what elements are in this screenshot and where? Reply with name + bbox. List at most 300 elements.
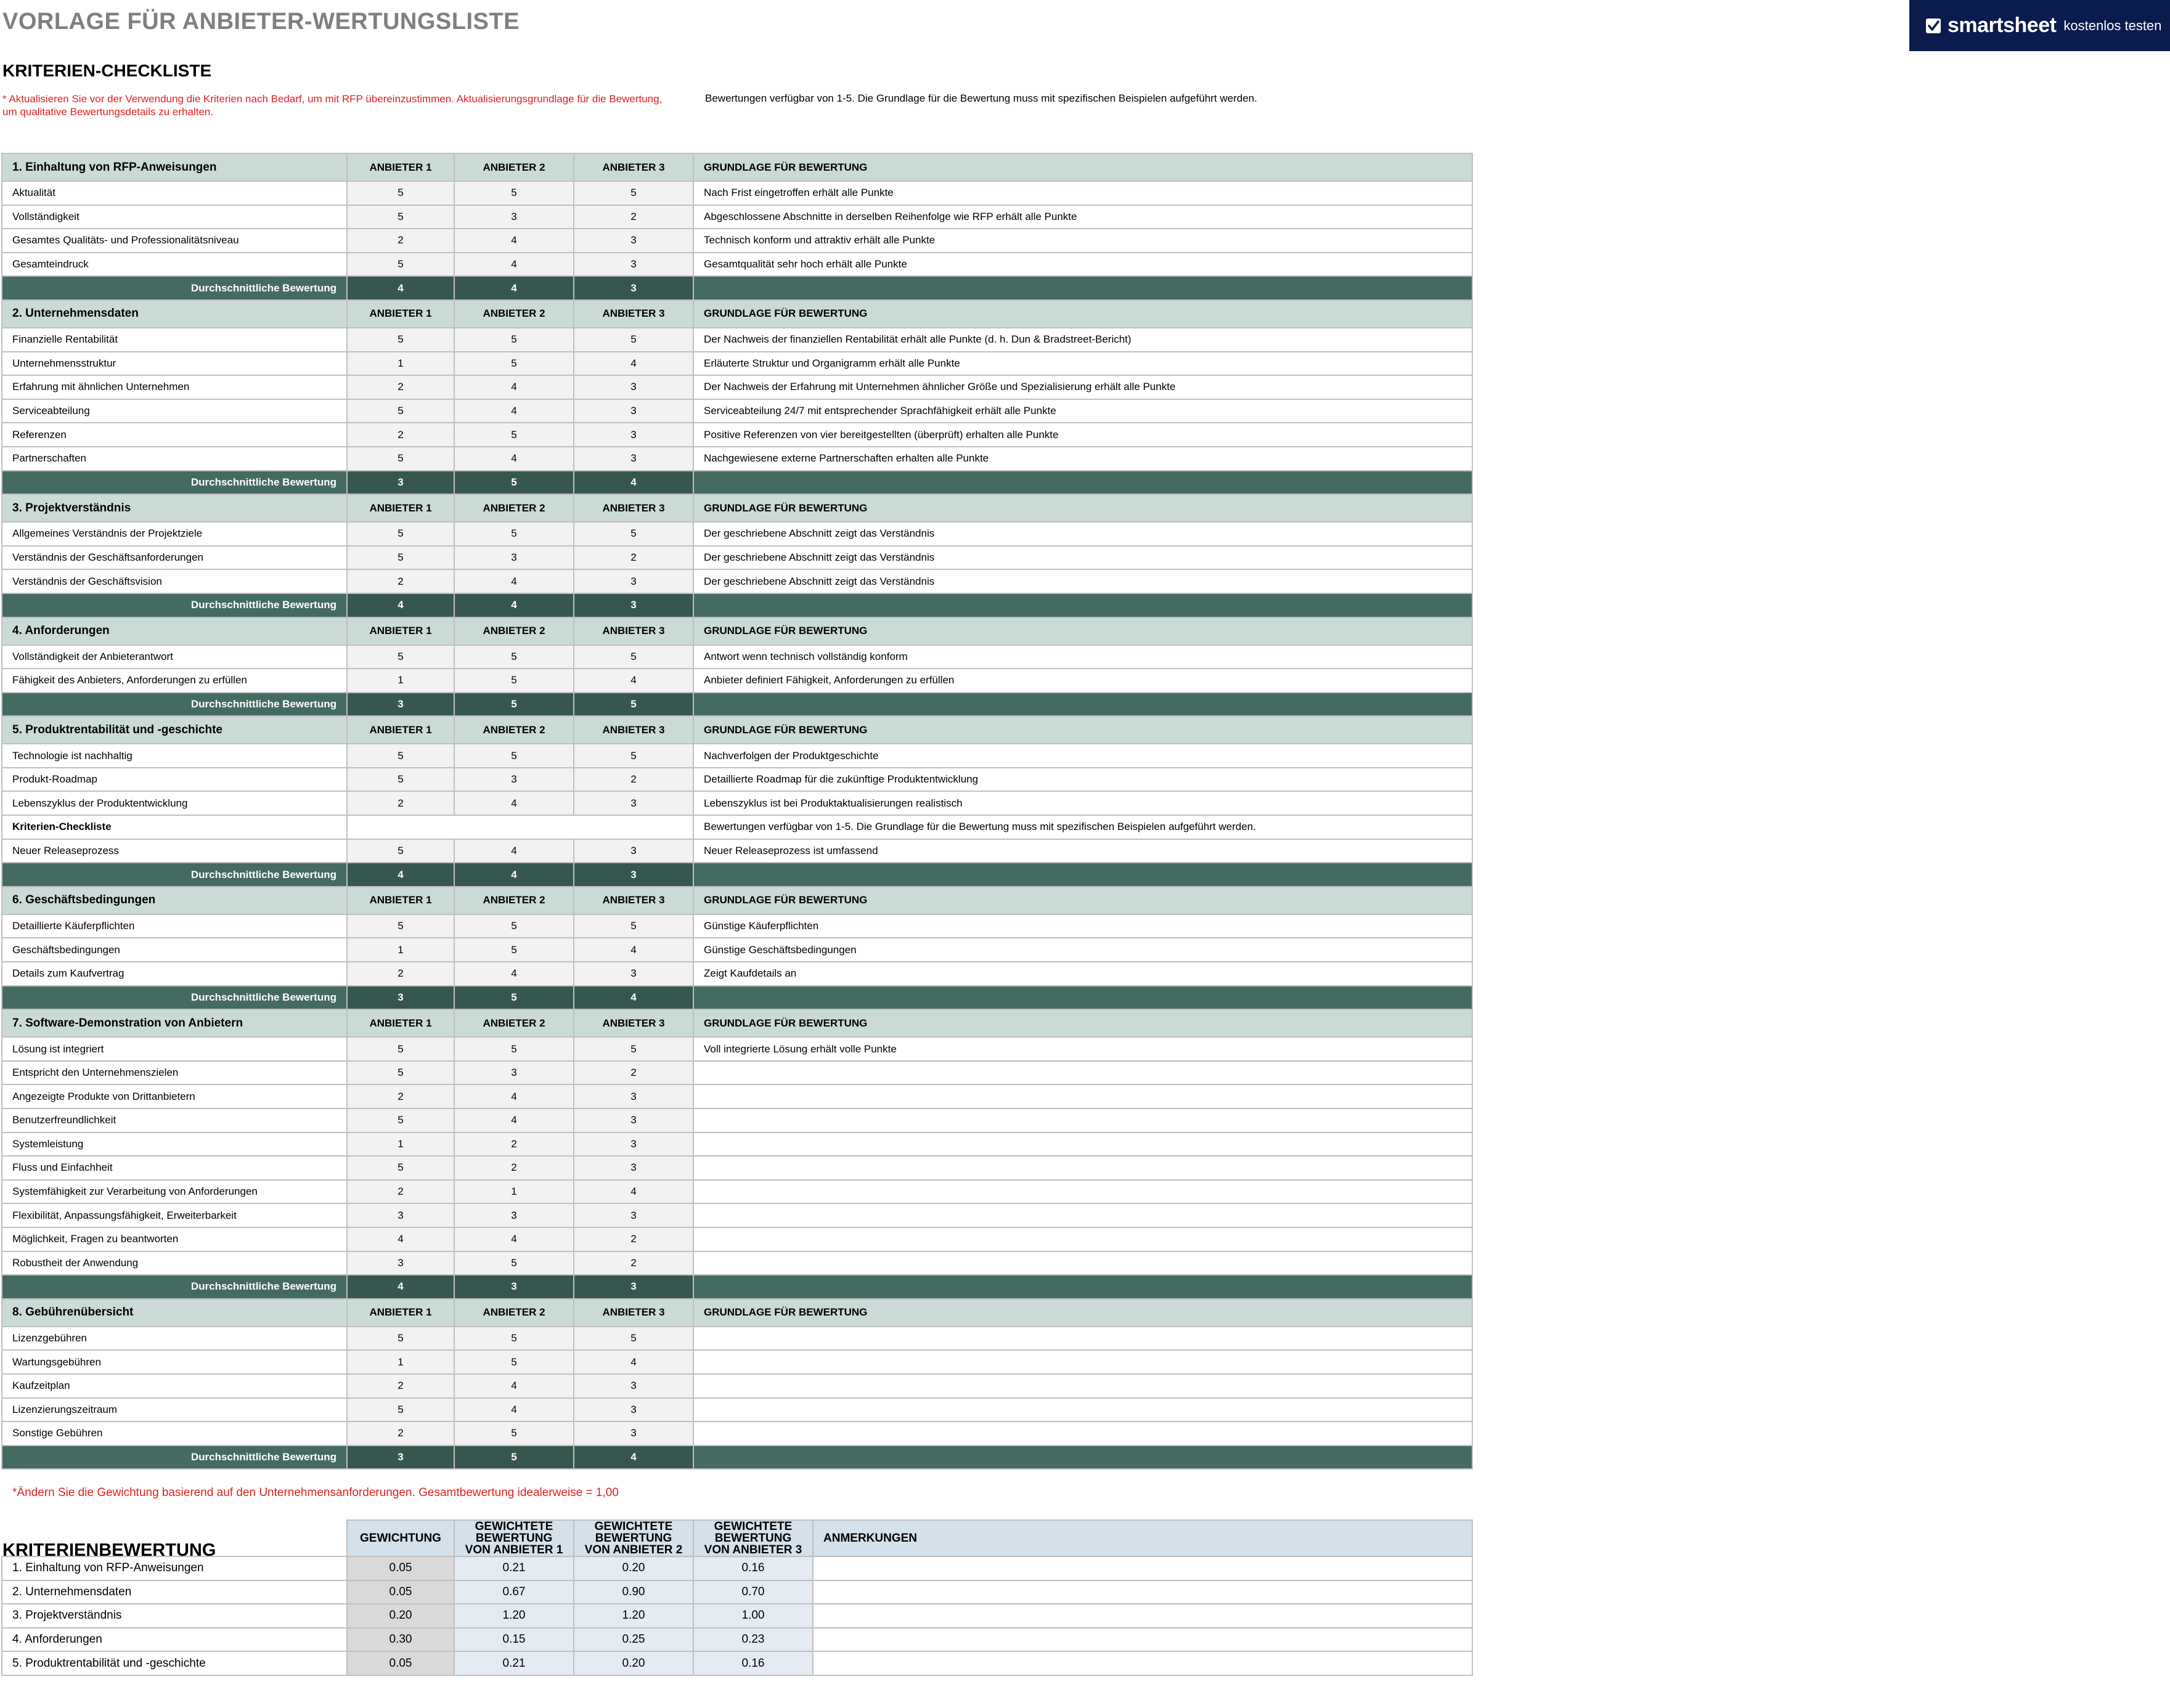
basis-cell[interactable] bbox=[693, 1421, 1472, 1446]
weight-header: GEWICHTUNG bbox=[347, 1520, 454, 1556]
basis-cell[interactable] bbox=[693, 1180, 1472, 1204]
average-rating-row bbox=[2, 863, 1472, 887]
vendor-1-score-cell[interactable]: 2 bbox=[347, 229, 454, 253]
criteria-label-cell[interactable]: Sonstige Gebühren bbox=[2, 1421, 347, 1446]
criteria-label-cell[interactable]: Lösung ist integriert bbox=[2, 1037, 347, 1061]
criteria-label-cell[interactable]: Serviceabteilung bbox=[2, 399, 347, 423]
vendor-3-score-cell[interactable]: 3 bbox=[574, 1203, 693, 1227]
criteria-row bbox=[2, 815, 1472, 839]
vendor-3-header: ANBIETER 3 bbox=[574, 300, 693, 328]
vendor-1-score-cell[interactable]: 5 bbox=[347, 205, 454, 229]
vendor-3-score-cell[interactable]: 2 bbox=[574, 1061, 693, 1085]
criteria-label-cell[interactable]: Angezeigte Produkte von Drittanbietern bbox=[2, 1084, 347, 1108]
rating-header-row bbox=[2, 1520, 1472, 1556]
weight-cell[interactable]: 0.20 bbox=[347, 1604, 454, 1628]
vendor-3-average: 3 bbox=[574, 276, 693, 300]
criteria-row bbox=[2, 352, 1472, 376]
checklist-title: KRITERIEN-CHECKLISTE bbox=[2, 61, 212, 80]
vendor-3-score-cell[interactable]: 3 bbox=[574, 375, 693, 399]
vendor-1-score-cell[interactable]: 5 bbox=[347, 1156, 454, 1180]
vendor-2-score-cell[interactable]: 2 bbox=[454, 1133, 574, 1157]
vendor-2-score-cell[interactable]: 4 bbox=[454, 399, 574, 423]
vendor-1-score-cell[interactable]: 5 bbox=[347, 1398, 454, 1422]
vendor-1-score-cell[interactable]: 5 bbox=[347, 744, 454, 768]
basis-cell[interactable] bbox=[693, 1203, 1472, 1227]
vendor-3-header: ANBIETER 3 bbox=[574, 1299, 693, 1327]
criteria-row bbox=[2, 1374, 1472, 1398]
basis-cell[interactable] bbox=[693, 1350, 1472, 1374]
vendor-3-score-cell[interactable]: 3 bbox=[574, 423, 693, 447]
vendor-2-score-cell[interactable]: 4 bbox=[454, 375, 574, 399]
vendor-3-average: 4 bbox=[574, 471, 693, 495]
vendor-1-score-cell[interactable]: 5 bbox=[347, 1108, 454, 1133]
vendor-2-score-cell[interactable]: 3 bbox=[454, 768, 574, 792]
vendor-1-score-cell[interactable]: 1 bbox=[347, 1133, 454, 1157]
vendor-3-score-cell[interactable]: 3 bbox=[574, 839, 693, 863]
basis-cell[interactable]: Erläuterte Struktur und Organigramm erhält alle Punkte bbox=[693, 352, 1472, 376]
vendor-2-score-cell[interactable]: 4 bbox=[454, 1374, 574, 1398]
criteria-row bbox=[2, 1398, 1472, 1422]
vendor-1-score-cell[interactable]: 5 bbox=[347, 1037, 454, 1061]
criteria-label-cell[interactable]: Systemleistung bbox=[2, 1133, 347, 1157]
criteria-label-cell[interactable]: Allgemeines Verständnis der Projektziele bbox=[2, 522, 347, 546]
vendor-3-score-cell[interactable]: 4 bbox=[574, 1180, 693, 1204]
vendor-2-score-cell[interactable]: 3 bbox=[454, 205, 574, 229]
vendor-3-score-cell[interactable]: 3 bbox=[574, 1084, 693, 1108]
criteria-label-cell[interactable]: Benutzerfreundlichkeit bbox=[2, 1108, 347, 1133]
basis-cell[interactable] bbox=[693, 1061, 1472, 1085]
rating-title: KRITERIENBEWERTUNG bbox=[2, 1540, 216, 1560]
vendor-1-score-cell[interactable]: 5 bbox=[347, 645, 454, 669]
vendor-3-average: 3 bbox=[574, 1275, 693, 1299]
vendor-1-score-cell[interactable]: 1 bbox=[347, 669, 454, 693]
criteria-label-cell[interactable]: Verständnis der Geschäftsvision bbox=[2, 569, 347, 593]
basis-cell[interactable] bbox=[693, 1156, 1472, 1180]
weighted-v1-cell[interactable]: 1.20 bbox=[454, 1604, 574, 1628]
basis-cell[interactable]: Nachgewiesene externe Partnerschaften erhalten alle Punkte bbox=[693, 447, 1472, 471]
vendor-1-score-cell[interactable]: 5 bbox=[347, 839, 454, 863]
vendor-2-average: 4 bbox=[454, 863, 574, 887]
vendor-1-score-cell[interactable]: 5 bbox=[347, 768, 454, 792]
average-basis-spacer bbox=[693, 1275, 1472, 1299]
basis-cell[interactable]: Lebenszyklus ist bei Produktaktualisierungen realistisch bbox=[693, 791, 1472, 815]
vendor-3-score-cell[interactable]: 3 bbox=[574, 962, 693, 986]
vendor-2-score-cell[interactable]: 5 bbox=[454, 669, 574, 693]
criteria-checklist-table bbox=[1, 153, 1473, 1470]
vendor-2-score-cell[interactable]: 5 bbox=[454, 423, 574, 447]
vendor-2-score-cell[interactable]: 5 bbox=[454, 914, 574, 938]
basis-header: GRUNDLAGE FÜR BEWERTUNG bbox=[693, 300, 1472, 328]
vendor-3-score-cell[interactable]: 4 bbox=[574, 1350, 693, 1374]
vendor-2-score-cell[interactable]: 5 bbox=[454, 1251, 574, 1275]
rating-criteria-label: 2. Unternehmensdaten bbox=[2, 1580, 347, 1604]
vendor-1-score-cell[interactable]: 2 bbox=[347, 569, 454, 593]
vendor-3-average: 4 bbox=[574, 986, 693, 1010]
section-title: 5. Produktrentabilität und -geschichte bbox=[2, 716, 347, 744]
vendor-1-header: ANBIETER 1 bbox=[347, 494, 454, 522]
criteria-row bbox=[2, 1203, 1472, 1227]
vendor-1-score-cell[interactable]: 1 bbox=[347, 1350, 454, 1374]
vendor-1-score-cell[interactable]: 5 bbox=[347, 522, 454, 546]
basis-cell[interactable] bbox=[693, 1108, 1472, 1133]
weight-cell[interactable]: 0.05 bbox=[347, 1556, 454, 1580]
rating-note: Bewertungen verfügbar von 1-5. Die Grundlage für die Bewertung muss mit spezifischen Beispielen aufgeführt werden. bbox=[705, 92, 1257, 104]
criteria-row bbox=[2, 1133, 1472, 1157]
criteria-label-cell[interactable]: Verständnis der Geschäftsanforderungen bbox=[2, 546, 347, 570]
vendor-2-score-cell[interactable]: 5 bbox=[454, 744, 574, 768]
average-rating-label: Durchschnittliche Bewertung bbox=[2, 986, 347, 1010]
rating-row bbox=[2, 1580, 1472, 1604]
vendor-2-score-cell[interactable]: 4 bbox=[454, 229, 574, 253]
weighted-v3-cell[interactable]: 1.00 bbox=[693, 1604, 813, 1628]
basis-cell[interactable] bbox=[693, 1398, 1472, 1422]
average-rating-row bbox=[2, 276, 1472, 300]
criteria-label-cell[interactable]: Vollständigkeit der Anbieterantwort bbox=[2, 645, 347, 669]
vendor-3-score-cell[interactable]: 3 bbox=[574, 229, 693, 253]
vendor-3-score-cell[interactable]: 3 bbox=[574, 1133, 693, 1157]
vendor-1-score-cell[interactable]: 5 bbox=[347, 181, 454, 205]
weight-cell[interactable]: 0.30 bbox=[347, 1628, 454, 1652]
vendor-2-score-cell[interactable]: 3 bbox=[454, 1061, 574, 1085]
vendor-1-score-cell[interactable]: 5 bbox=[347, 399, 454, 423]
criteria-row bbox=[2, 744, 1472, 768]
weighted-v1-cell[interactable]: 0.67 bbox=[454, 1580, 574, 1604]
section-header-row bbox=[2, 1009, 1472, 1037]
criteria-label-cell[interactable]: Lebenszyklus der Produktentwicklung bbox=[2, 791, 347, 815]
criteria-row bbox=[2, 839, 1472, 863]
vendor-2-score-cell[interactable]: 5 bbox=[454, 938, 574, 962]
average-basis-spacer bbox=[693, 593, 1472, 617]
vendor-3-score-cell[interactable]: 3 bbox=[574, 1108, 693, 1133]
section-header-row bbox=[2, 716, 1472, 744]
vendor-2-score-cell[interactable]: 4 bbox=[454, 962, 574, 986]
criteria-label-cell[interactable]: Detaillierte Käuferpflichten bbox=[2, 914, 347, 938]
basis-cell[interactable]: Günstige Geschäftsbedingungen bbox=[693, 938, 1472, 962]
vendor-1-score-cell[interactable]: 3 bbox=[347, 1251, 454, 1275]
section-header-row bbox=[2, 617, 1472, 645]
vendor-3-score-cell[interactable]: 3 bbox=[574, 791, 693, 815]
vendor-3-score-cell[interactable]: 2 bbox=[574, 1227, 693, 1251]
criteria-row bbox=[2, 1156, 1472, 1180]
vendor-2-score-cell[interactable]: 5 bbox=[454, 352, 574, 376]
page-title: VORLAGE FÜR ANBIETER-WERTUNGSLISTE bbox=[2, 9, 520, 35]
weighted-v1-cell[interactable]: 0.15 bbox=[454, 1628, 574, 1652]
vendor-2-score-cell[interactable]: 1 bbox=[454, 1180, 574, 1204]
vendor-1-score-cell[interactable]: 2 bbox=[347, 962, 454, 986]
vendor-2-header: ANBIETER 2 bbox=[454, 716, 574, 744]
notes-cell[interactable] bbox=[813, 1580, 1472, 1604]
rating-row bbox=[2, 1556, 1472, 1580]
weighted-v2-cell[interactable]: 0.90 bbox=[574, 1580, 693, 1604]
criteria-label-cell[interactable]: Produkt-Roadmap bbox=[2, 768, 347, 792]
weighted-v2-cell[interactable]: 0.20 bbox=[574, 1556, 693, 1580]
criteria-label-cell[interactable]: Finanzielle Rentabilität bbox=[2, 328, 347, 352]
vendor-3-score-cell[interactable]: 5 bbox=[574, 914, 693, 938]
vendor-2-score-cell[interactable]: 5 bbox=[454, 1037, 574, 1061]
vendor-2-score-cell[interactable]: 4 bbox=[454, 447, 574, 471]
rating-criteria-label: 5. Produktrentabilität und -geschichte bbox=[2, 1651, 347, 1675]
criteria-row bbox=[2, 938, 1472, 962]
vendor-2-score-cell[interactable]: 4 bbox=[454, 1084, 574, 1108]
criteria-row bbox=[2, 768, 1472, 792]
criteria-label-cell[interactable]: Wartungsgebühren bbox=[2, 1350, 347, 1374]
basis-cell[interactable]: Serviceabteilung 24/7 mit entsprechender Sprachfähigkeit erhält alle Punkte bbox=[693, 399, 1472, 423]
vendor-3-score-cell[interactable]: 4 bbox=[574, 669, 693, 693]
vendor-3-score-cell[interactable]: 3 bbox=[574, 1374, 693, 1398]
vendor-2-score-cell[interactable]: 4 bbox=[454, 1108, 574, 1133]
basis-cell[interactable]: Der Nachweis der Erfahrung mit Unternehmen ähnlicher Größe und Spezialisierung erhält alle Punkte bbox=[693, 375, 1472, 399]
vendor-2-score-cell[interactable]: 5 bbox=[454, 1421, 574, 1446]
basis-cell[interactable]: Detaillierte Roadmap für die zukünftige Produktentwicklung bbox=[693, 768, 1472, 792]
criteria-label-cell[interactable]: Flexibilität, Anpassungsfähigkeit, Erweiterbarkeit bbox=[2, 1203, 347, 1227]
basis-cell[interactable]: Technisch konform und attraktiv erhält alle Punkte bbox=[693, 229, 1472, 253]
vendor-2-average: 4 bbox=[454, 276, 574, 300]
vendor-1-header: ANBIETER 1 bbox=[347, 887, 454, 914]
weighted-v3-cell[interactable]: 0.70 bbox=[693, 1580, 813, 1604]
vendor-1-score-cell[interactable]: 4 bbox=[347, 1227, 454, 1251]
basis-cell[interactable]: Neuer Releaseprozess ist umfassend bbox=[693, 839, 1472, 863]
criteria-row bbox=[2, 423, 1472, 447]
vendor-3-score-cell[interactable]: 3 bbox=[574, 253, 693, 277]
vendor-1-score-cell[interactable]: 2 bbox=[347, 1374, 454, 1398]
vendor-1-header: ANBIETER 1 bbox=[347, 153, 454, 181]
vendor-2-score-cell[interactable]: 4 bbox=[454, 253, 574, 277]
vendor-3-score-cell[interactable]: 5 bbox=[574, 744, 693, 768]
weighted-v1-cell[interactable]: 0.21 bbox=[454, 1556, 574, 1580]
criteria-label-cell[interactable]: Referenzen bbox=[2, 423, 347, 447]
vendor-2-score-cell[interactable]: 4 bbox=[454, 839, 574, 863]
criteria-label-cell[interactable]: Partnerschaften bbox=[2, 447, 347, 471]
vendor-3-header: ANBIETER 3 bbox=[574, 887, 693, 914]
basis-cell[interactable]: Zeigt Kaufdetails an bbox=[693, 962, 1472, 986]
basis-cell[interactable]: Positive Referenzen von vier bereitgestellten (überprüft) erhalten alle Punkte bbox=[693, 423, 1472, 447]
vendor-3-score-cell[interactable]: 3 bbox=[574, 1421, 693, 1446]
criteria-label-cell[interactable]: Gesamteindruck bbox=[2, 253, 347, 277]
notes-cell[interactable] bbox=[813, 1556, 1472, 1580]
average-basis-spacer bbox=[693, 693, 1472, 717]
logo-cta: kostenlos testen bbox=[2063, 17, 2162, 33]
criteria-label-cell[interactable]: Entspricht den Unternehmenszielen bbox=[2, 1061, 347, 1085]
weighted-v2-cell[interactable]: 1.20 bbox=[574, 1604, 693, 1628]
smartsheet-logo-button[interactable] bbox=[1909, 0, 2170, 51]
basis-cell[interactable]: Nachverfolgen der Produktgeschichte bbox=[693, 744, 1472, 768]
vendor-3-score-cell[interactable]: 5 bbox=[574, 181, 693, 205]
basis-cell[interactable]: Der geschriebene Abschnitt zeigt das Verständnis bbox=[693, 546, 1472, 570]
notes-cell[interactable] bbox=[813, 1651, 1472, 1675]
rating-row bbox=[2, 1651, 1472, 1675]
vendor-3-score-cell[interactable]: 5 bbox=[574, 522, 693, 546]
vendor-3-score-cell[interactable]: 3 bbox=[574, 399, 693, 423]
vendor-1-average: 4 bbox=[347, 593, 454, 617]
basis-cell[interactable] bbox=[693, 1133, 1472, 1157]
vendor-2-score-cell[interactable]: 2 bbox=[454, 1156, 574, 1180]
vendor-2-score-cell[interactable]: 5 bbox=[454, 522, 574, 546]
criteria-label-cell[interactable]: Lizenzgebühren bbox=[2, 1327, 347, 1351]
vendor-3-score-cell[interactable]: 2 bbox=[574, 1251, 693, 1275]
vendor-2-score-cell[interactable]: 3 bbox=[454, 546, 574, 570]
criteria-label-cell[interactable]: Fluss und Einfachheit bbox=[2, 1156, 347, 1180]
criteria-label-cell[interactable]: Vollständigkeit bbox=[2, 205, 347, 229]
notes-header: ANMERKUNGEN bbox=[813, 1520, 1472, 1556]
notes-cell[interactable] bbox=[813, 1628, 1472, 1652]
vendor-3-score-cell[interactable]: 3 bbox=[574, 447, 693, 471]
vendor-1-score-cell[interactable]: 5 bbox=[347, 328, 454, 352]
vendor-1-score-cell[interactable]: 1 bbox=[347, 938, 454, 962]
vendor-3-header: ANBIETER 3 bbox=[574, 716, 693, 744]
vendor-1-score-cell[interactable]: 5 bbox=[347, 253, 454, 277]
criteria-row bbox=[2, 253, 1472, 277]
section-title: 7. Software-Demonstration von Anbietern bbox=[2, 1009, 347, 1037]
criteria-label-cell[interactable]: Lizenzierungszeitraum bbox=[2, 1398, 347, 1422]
criteria-label-cell[interactable]: Erfahrung mit ähnlichen Unternehmen bbox=[2, 375, 347, 399]
basis-header: GRUNDLAGE FÜR BEWERTUNG bbox=[693, 887, 1472, 914]
criteria-row bbox=[2, 1327, 1472, 1351]
vendor-2-average: 5 bbox=[454, 471, 574, 495]
vendor-3-score-cell[interactable]: 5 bbox=[574, 1037, 693, 1061]
vendor-2-header: ANBIETER 2 bbox=[454, 1299, 574, 1327]
vendor-1-score-cell[interactable]: 5 bbox=[347, 1061, 454, 1085]
criteria-row bbox=[2, 522, 1472, 546]
criteria-label-cell[interactable]: Systemfähigkeit zur Verarbeitung von Anforderungen bbox=[2, 1180, 347, 1204]
vendor-3-header: ANBIETER 3 bbox=[574, 494, 693, 522]
average-rating-label: Durchschnittliche Bewertung bbox=[2, 1446, 347, 1470]
basis-cell[interactable]: Abgeschlossene Abschnitte in derselben Reihenfolge wie RFP erhält alle Punkte bbox=[693, 205, 1472, 229]
basis-header: GRUNDLAGE FÜR BEWERTUNG bbox=[693, 1299, 1472, 1327]
weighted-v3-cell[interactable]: 0.16 bbox=[693, 1556, 813, 1580]
basis-cell[interactable]: Anbieter definiert Fähigkeit, Anforderungen zu erfüllen bbox=[693, 669, 1472, 693]
criteria-label-cell[interactable]: Technologie ist nachhaltig bbox=[2, 744, 347, 768]
vendor-1-score-cell[interactable]: 3 bbox=[347, 1203, 454, 1227]
average-rating-row bbox=[2, 986, 1472, 1010]
vendor-3-average: 3 bbox=[574, 863, 693, 887]
criteria-row bbox=[2, 375, 1472, 399]
criteria-label-cell[interactable]: Kriterien-Checkliste bbox=[2, 815, 347, 839]
vendor-1-score-cell[interactable]: 5 bbox=[347, 914, 454, 938]
vendor-2-average: 4 bbox=[454, 593, 574, 617]
criteria-label-cell[interactable]: Kaufzeitplan bbox=[2, 1374, 347, 1398]
vendor-3-score-cell[interactable]: 5 bbox=[574, 1327, 693, 1351]
vendor-2-score-cell[interactable]: 3 bbox=[454, 1203, 574, 1227]
section-header-row bbox=[2, 1299, 1472, 1327]
vendor-3-score-cell[interactable]: 3 bbox=[574, 1156, 693, 1180]
vendor-2-average: 3 bbox=[454, 1275, 574, 1299]
average-basis-spacer bbox=[693, 863, 1472, 887]
criteria-label-cell[interactable]: Geschäftsbedingungen bbox=[2, 938, 347, 962]
vendor-1-score-cell[interactable]: 2 bbox=[347, 1180, 454, 1204]
criteria-row bbox=[2, 1227, 1472, 1251]
basis-cell[interactable]: Nach Frist eingetroffen erhält alle Punkte bbox=[693, 181, 1472, 205]
basis-cell[interactable]: Bewertungen verfügbar von 1-5. Die Grundlage für die Bewertung muss mit spezifischen Beispielen aufgeführt werden. bbox=[693, 815, 1472, 839]
vendor-1-score-cell[interactable]: 1 bbox=[347, 352, 454, 376]
criteria-label-cell[interactable]: Unternehmensstruktur bbox=[2, 352, 347, 376]
vendor-2-score-cell[interactable]: 4 bbox=[454, 569, 574, 593]
weighted-v3-cell[interactable]: 0.16 bbox=[693, 1651, 813, 1675]
weighted-v2-cell[interactable]: 0.20 bbox=[574, 1651, 693, 1675]
average-rating-row bbox=[2, 593, 1472, 617]
weight-cell[interactable]: 0.05 bbox=[347, 1651, 454, 1675]
basis-cell[interactable]: Der Nachweis der finanziellen Rentabilität erhält alle Punkte (d. h. Dun & Bradstreet-Bericht) bbox=[693, 328, 1472, 352]
vendor-2-header: ANBIETER 2 bbox=[454, 1009, 574, 1037]
notes-cell[interactable] bbox=[813, 1604, 1472, 1628]
vendor-1-score-cell[interactable]: 2 bbox=[347, 791, 454, 815]
basis-cell[interactable] bbox=[693, 1251, 1472, 1275]
basis-cell[interactable] bbox=[693, 1374, 1472, 1398]
criteria-label-cell[interactable]: Details zum Kaufvertrag bbox=[2, 962, 347, 986]
criteria-row bbox=[2, 181, 1472, 205]
criteria-label-cell[interactable]: Gesamtes Qualitäts- und Professionalitätsniveau bbox=[2, 229, 347, 253]
vendor-1-score-cell[interactable]: 5 bbox=[347, 546, 454, 570]
criteria-row bbox=[2, 569, 1472, 593]
criteria-label-cell[interactable]: Möglichkeit, Fragen zu beantworten bbox=[2, 1227, 347, 1251]
weighted-v3-cell[interactable]: 0.23 bbox=[693, 1628, 813, 1652]
weighted-v2-cell[interactable]: 0.25 bbox=[574, 1628, 693, 1652]
criteria-row bbox=[2, 1180, 1472, 1204]
vendor-2-score-cell[interactable]: 4 bbox=[454, 1227, 574, 1251]
vendor-2-score-cell[interactable]: 5 bbox=[454, 328, 574, 352]
vendor-1-score-cell[interactable]: 2 bbox=[347, 1084, 454, 1108]
weight-cell[interactable]: 0.05 bbox=[347, 1580, 454, 1604]
basis-cell[interactable]: Der geschriebene Abschnitt zeigt das Verständnis bbox=[693, 569, 1472, 593]
vendor-1-score-cell[interactable]: 5 bbox=[347, 1327, 454, 1351]
vendor-1-score-cell[interactable]: 2 bbox=[347, 423, 454, 447]
vendor-3-score-cell[interactable]: 5 bbox=[574, 645, 693, 669]
vendor-1-score-cell[interactable]: 2 bbox=[347, 1421, 454, 1446]
average-rating-label: Durchschnittliche Bewertung bbox=[2, 276, 347, 300]
criteria-label-cell[interactable]: Neuer Releaseprozess bbox=[2, 839, 347, 863]
vendor-2-score-cell[interactable]: 5 bbox=[454, 1350, 574, 1374]
vendor-2-score-cell[interactable]: 5 bbox=[454, 1327, 574, 1351]
weighted-v1-cell[interactable]: 0.21 bbox=[454, 1651, 574, 1675]
basis-cell[interactable]: Antwort wenn technisch vollständig konform bbox=[693, 645, 1472, 669]
vendor-1-score-cell[interactable]: 5 bbox=[347, 447, 454, 471]
basis-cell[interactable] bbox=[693, 1327, 1472, 1351]
vendor-2-score-cell[interactable]: 4 bbox=[454, 791, 574, 815]
basis-cell[interactable]: Voll integrierte Lösung erhält volle Punkte bbox=[693, 1037, 1472, 1061]
average-rating-label: Durchschnittliche Bewertung bbox=[2, 471, 347, 495]
weighted-v3-header: GEWICHTETE BEWERTUNG VON ANBIETER 3 bbox=[693, 1520, 813, 1556]
vendor-2-header: ANBIETER 2 bbox=[454, 300, 574, 328]
average-rating-label: Durchschnittliche Bewertung bbox=[2, 693, 347, 717]
criteria-label-cell[interactable]: Robustheit der Anwendung bbox=[2, 1251, 347, 1275]
vendor-3-score-cell[interactable]: 4 bbox=[574, 938, 693, 962]
vendor-3-score-cell[interactable]: 2 bbox=[574, 205, 693, 229]
vendor-3-header: ANBIETER 3 bbox=[574, 617, 693, 645]
basis-cell[interactable]: Der geschriebene Abschnitt zeigt das Verständnis bbox=[693, 522, 1472, 546]
criteria-label-cell[interactable]: Aktualität bbox=[2, 181, 347, 205]
vendor-1-header: ANBIETER 1 bbox=[347, 1299, 454, 1327]
vendor-2-score-cell[interactable]: 4 bbox=[454, 1398, 574, 1422]
vendor-3-score-cell[interactable]: 4 bbox=[574, 352, 693, 376]
basis-cell[interactable] bbox=[693, 1227, 1472, 1251]
basis-cell[interactable] bbox=[693, 1084, 1472, 1108]
rating-criteria-label: 3. Projektverständnis bbox=[2, 1604, 347, 1628]
vendor-3-score-cell[interactable]: 3 bbox=[574, 569, 693, 593]
vendor-2-score-cell[interactable]: 5 bbox=[454, 645, 574, 669]
rating-row bbox=[2, 1628, 1472, 1652]
vendor-3-score-cell[interactable]: 2 bbox=[574, 768, 693, 792]
vendor-1-score-cell[interactable]: 2 bbox=[347, 375, 454, 399]
vendor-3-score-cell[interactable]: 5 bbox=[574, 328, 693, 352]
vendor-1-average: 3 bbox=[347, 693, 454, 717]
merged-score-cell[interactable] bbox=[347, 815, 693, 839]
basis-cell[interactable]: Günstige Käuferpflichten bbox=[693, 914, 1472, 938]
vendor-3-score-cell[interactable]: 3 bbox=[574, 1398, 693, 1422]
criteria-label-cell[interactable]: Fähigkeit des Anbieters, Anforderungen zu erfüllen bbox=[2, 669, 347, 693]
vendor-2-score-cell[interactable]: 5 bbox=[454, 181, 574, 205]
vendor-3-header: ANBIETER 3 bbox=[574, 153, 693, 181]
basis-cell[interactable]: Gesamtqualität sehr hoch erhält alle Punkte bbox=[693, 253, 1472, 277]
vendor-3-score-cell[interactable]: 2 bbox=[574, 546, 693, 570]
